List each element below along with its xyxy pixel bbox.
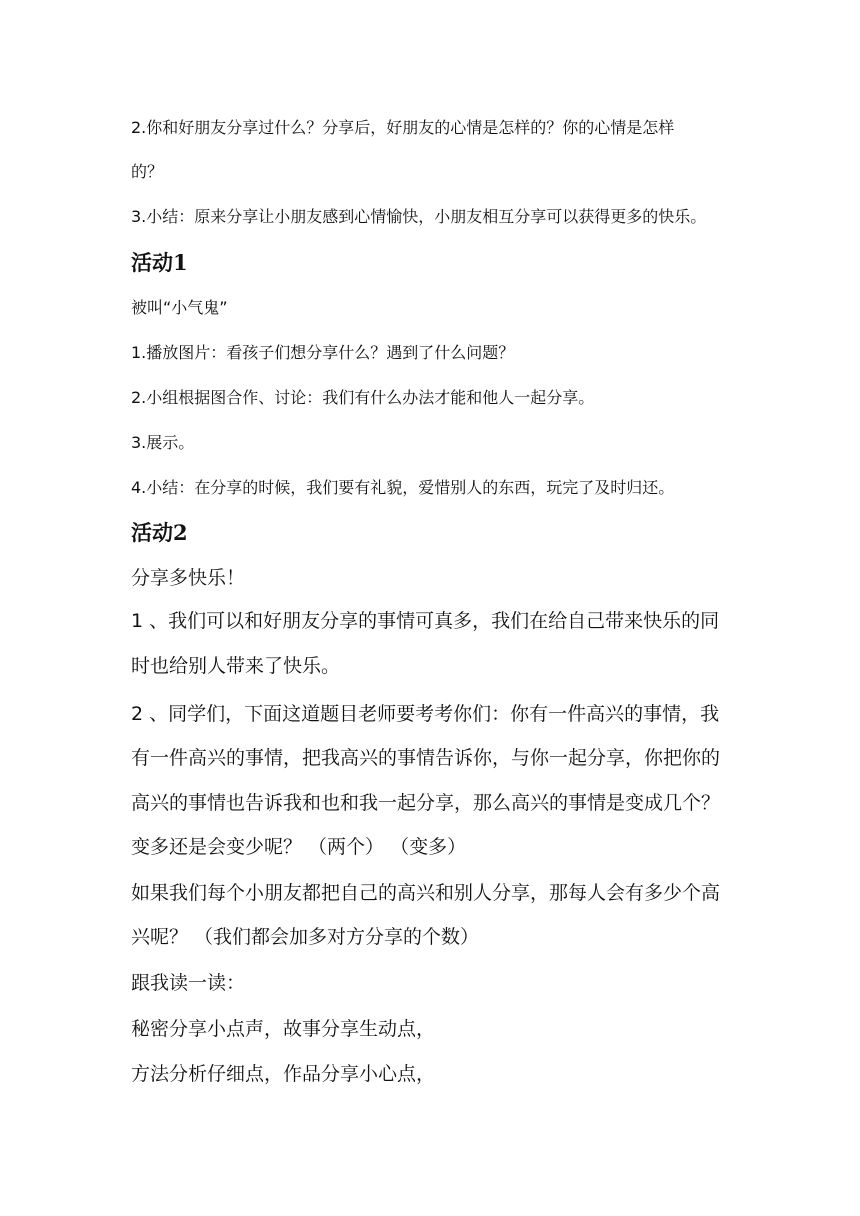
section-heading: 活动1 <box>131 250 188 275</box>
text-line: 高兴的事情也告诉我和也和我一起分享，那么高兴的事情是变成几个？ <box>131 792 721 814</box>
text-line: 秘密分享小点声，故事分享生动点， <box>131 1018 436 1040</box>
text-line: 3.展示。 <box>131 433 195 452</box>
text-line: 3.小结：原来分享让小朋友感到心情愉快，小朋友相互分享可以获得更多的快乐。 <box>131 207 707 226</box>
text-line: 变多还是会变少呢？ （两个） （变多） <box>131 836 467 858</box>
text-line: 方法分析仔细点，作品分享小心点， <box>131 1063 436 1085</box>
text-line: 的？ <box>131 162 164 181</box>
text-line: 1 、我们可以和好朋友分享的事情可真多，我们在给自己带来快乐的同 <box>131 610 720 632</box>
text-line: 跟我读一读： <box>131 972 246 994</box>
text-line: 4.小结：在分享的时候，我们要有礼貌，爱惜别人的东西，玩完了及时归还。 <box>131 478 675 497</box>
text-line: 如果我们每个小朋友都把自己的高兴和别人分享，那每人会有多少个高 <box>131 882 721 904</box>
text-line: 有一件高兴的事情，把我高兴的事情告诉你，与你一起分享，你把你的 <box>131 747 721 769</box>
text-line: 2 、同学们，下面这道题目老师要考考你们：你有一件高兴的事情，我 <box>131 703 720 725</box>
text-line: 1.播放图片：看孩子们想分享什么？遇到了什么问题？ <box>131 343 515 362</box>
section-subtitle: 分享多快乐！ <box>131 567 246 589</box>
section-subtitle: 被叫“小气鬼” <box>131 298 228 317</box>
text-line: 兴呢？ （我们都会加多对方分享的个数） <box>131 926 480 948</box>
text-line: 时也给别人带来了快乐。 <box>131 655 341 677</box>
text-line: 2.你和好朋友分享过什么？分享后，好朋友的心情是怎样的？你的心情是怎样 <box>131 118 675 137</box>
section-heading: 活动2 <box>131 520 188 545</box>
text-line: 2.小组根据图合作、讨论：我们有什么办法才能和他人一起分享。 <box>131 388 595 407</box>
